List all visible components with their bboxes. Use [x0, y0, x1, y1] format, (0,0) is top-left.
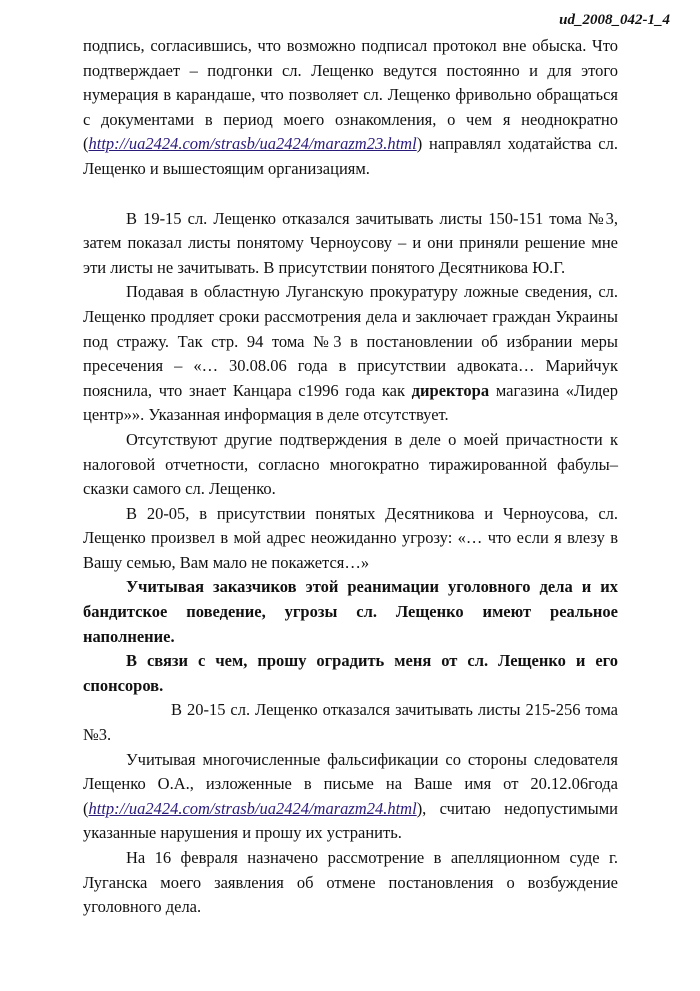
marazm24-link[interactable]: http://ua2424.com/strasb/ua2424/marazm24.html — [88, 798, 417, 818]
paragraph-3-text-a: Подавая в областную Луганскую прокуратуру ложные сведения, сл. Лещенко продляет сроки рассмотрения дела и заключает граждан Украины под стражу. Так стр. 94 тома №3 в постановлении об избрании меры пресечения – «… 30.08.06 года в присутствии адвоката… Марийчук пояснила, что знает Канцара с1996 года как — [83, 282, 618, 400]
document-id-header: ud_2008_042-1_4 — [559, 12, 670, 28]
paragraph-6-bold: Учитывая заказчиков этой реанимации уголовного дела и их бандитское поведение, угрозы сл. Лещенко имеют реальное наполнение. — [83, 577, 618, 646]
paragraph-1-text-a: подпись, согласившись, что возможно подписал протокол вне обыска. Что подтверждает – подгонки сл. Лещенко ведутся постоянно и для этого нумерация в карандаше, что позволяет сл. Лещенко фривольно обращаться с документами в период моего ознакомления, о чем я неоднократно ( — [83, 36, 618, 154]
paragraph-4: Отсутствуют другие подтверждения в деле о моей причастности к налоговой отчетности, согласно многократно тиражированной фабулы–сказки самого сл. Лещенко. — [83, 429, 618, 499]
paragraph-3 — [83, 280, 618, 428]
paragraph-5: В 20-05, в присутствии понятых Десятникова и Черноусова, сл. Лещенко произвел в мой адрес неожиданно угрозу: «… что если я влезу в Вашу семью, Вам мало не покажется…» — [83, 503, 618, 572]
paragraph-2: В 19-15 сл. Лещенко отказался зачитывать листы 150-151 тома №3, затем показал листы понятому Черноусову – и они приняли решение мне эти листы не зачитывать. В присутствии понятого Десятникова Ю.Г. — [83, 208, 618, 277]
paragraph-3-text-b: магазина «Лидер центр»». Указанная информация в деле отсутствует. — [83, 380, 619, 425]
paragraph-10: На 16 февраля назначено рассмотрение в апелляционном суде г. Луганска моего заявления об отмене постановления о возбуждение уголовного дела. — [83, 848, 618, 917]
document-body — [83, 34, 618, 920]
paragraph-3-bold: директора — [411, 380, 490, 400]
paragraph-1 — [83, 34, 618, 182]
paragraph-1-text-b: ) направлял ходатайства сл. Лещенко и вышестоящим организациям. — [83, 134, 618, 178]
paragraph-9 — [83, 748, 618, 846]
paragraph-9-text-a: Учитывая многочисленные фальсификации со стороны следователя Лещенко О.А., изложенные в письме на Ваше имя от 20.12.06года ( — [83, 749, 618, 818]
paragraph-9-text-b: ), считаю недопустимыми указанные нарушения и прошу их устранить. — [83, 798, 618, 843]
paragraph-8: В 20-15 сл. Лещенко отказался зачитывать листы 215-256 тома №3. — [83, 700, 618, 745]
paragraph-7-bold: В связи с чем, прошу оградить меня от сл. Лещенко и его спонсоров. — [83, 651, 618, 695]
marazm23-link[interactable]: http://ua2424.com/strasb/ua2424/marazm23.html — [88, 134, 417, 154]
